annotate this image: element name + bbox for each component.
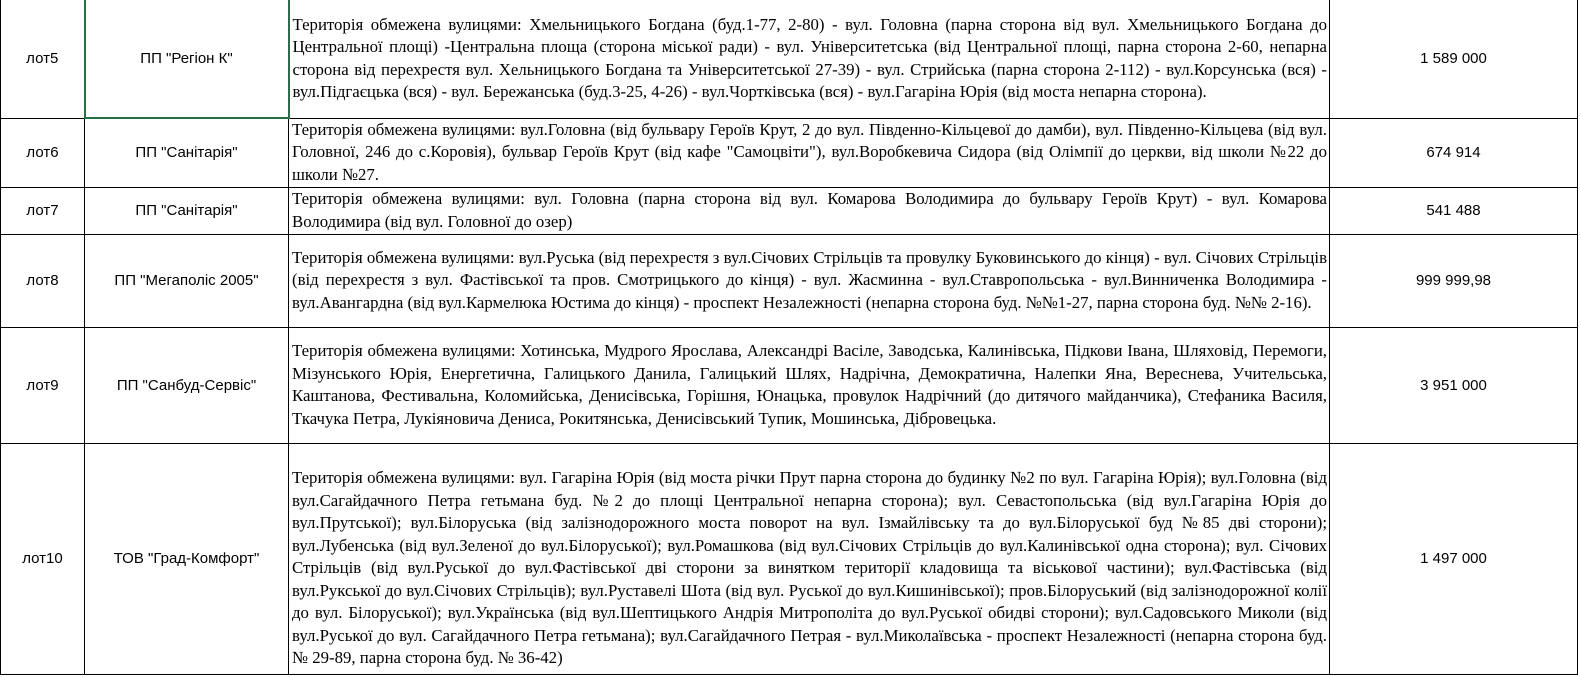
organization-cell[interactable]: ТОВ "Град-Комфорт" [85,443,289,674]
lot-cell[interactable]: лот8 [1,234,85,327]
organization-cell[interactable]: ПП "Санбуд-Сервіс" [85,327,289,443]
territory-cell[interactable]: Територія обмежена вулицями: вул. Гагаріна Юрія (від моста річки Прут парна сторона до будинку №2 по вул. Гагаріна Юрія); вул.Головна (від вул.Сагайдачного Петра гетьмана буд. №2 до площі Центральної непарна сторона); вул. Севастопольська (від вул.Гагаріна Юрія до вул.Прутської); вул.Білоруська (від залізнодорожного моста поворот на вул. Ізмайлівську та до вул.Білоруської буд №85 дві сторони); вул.Лубенська (від вул.Зеленої до вул.Білоруської); вул.Ромашкова (від вул.Січових Стрільців до вул.Калинівської одна сторона); вул. Січових Стрільців (від вул.Руської до вул.Фастівської дві сторони за винятком території кладовища та віськової частини); вул.Фастівська (від вул.Рукської до вул.Січових Стрільців); вул.Руставелі Шота (від вул. Руської до вул.Кишинівської); пров.Білоруський (від залізнодорожної колії до вул. Білоруської); вул.Українська (від вул.Шептицького Андрія Митрополіта до вул.Руської обидві сторони); вул.Садовського Миколи (від вул.Руської до вул. Сагайдачного Петра гетьмана); вул.Сагайдачного Петрая - вул.Миколаївська - проспект Незалежності (непарна сторона буд. № 29-89, парна сторона буд. № 36-42) [289,443,1330,674]
table-row [1,234,1578,327]
table-row [1,327,1578,443]
territory-cell[interactable]: Територія обмежена вулицями: вул. Головна (парна сторона від вул. Комарова Володимира до бульвару Героїв Крут) - вул. Комарова Володимира (від вул. Головної до озер) [289,187,1330,234]
amount-cell[interactable]: 541 488 [1330,187,1578,234]
territory-cell[interactable]: Територія обмежена вулицями: вул.Руська (від перехрестя з вул.Січових Стрільців та провулку Буковинського до кінця) - вул. Січових Стрільців (від перехрестя з вул. Фастівської та пров. Смотрицького до кінця) - вул. Жасминна - вул.Ставропольська - вул.Винниченка Володимира - вул.Авангардна (від вул.Кармелюка Юстима до кінця) - проспект Незалежності (непарна сторона буд. №№1-27, парна сторона буд. №№ 2-16). [289,234,1330,327]
lot-cell[interactable]: лот5 [1,0,85,118]
table-row [1,187,1578,234]
table-row [1,118,1578,187]
organization-cell[interactable]: ПП "Санітарія" [85,187,289,234]
lot-cell[interactable]: лот6 [1,118,85,187]
table-row [1,0,1578,118]
table-row [1,443,1578,674]
organization-cell[interactable]: ПП "Мегаполіс 2005" [85,234,289,327]
lot-cell[interactable]: лот7 [1,187,85,234]
amount-cell[interactable]: 3 951 000 [1330,327,1578,443]
territory-cell[interactable]: Територія обмежена вулицями: Хмельницького Богдана (буд.1-77, 2-80) - вул. Головна (парна сторона від вул. Хмельницького Богдана до Центральної площі) -Центральна площа (сторона міської ради) - вул. Університетська (від Центральної площі, парна сторона 2-60, непарна сторона від перехрестя вул. Хельницького Богдана та Університетської 27-39) - вул. Стрийська (парна сторона 2-112) - вул.Корсунська (вся) - вул.Підгаєцька (вся) - вул. Бережанська (буд.3-25, 4-26) - вул.Чортківська (вся) - вул.Гагаріна Юрія (від моста непарна сторона). [289,0,1330,118]
amount-cell[interactable]: 1 589 000 [1330,0,1578,118]
territory-cell[interactable]: Територія обмежена вулицями: Хотинська, Мудрого Ярослава, Александрі Васіле, Заводська, Калинівська, Підкови Івана, Шляховід, Перемоги, Мізунського Юрія, Енергетична, Галицького Данила, Галицький Шлях, Надрічна, Демократична, Налепки Яна, Вереснева, Учительська, Каштанова, Фестивальна, Коломийська, Денисівська, Горішня, Юнацька, провулок Надрічний (до дитячого майданчика), Стефаника Василя, Ткачука Петра, Лукіяновича Дениса, Рокитянська, Денисівський Тупик, Мошинська, Дібровецька. [289,327,1330,443]
amount-cell[interactable]: 999 999,98 [1330,234,1578,327]
organization-cell[interactable]: ПП "Регіон К" [85,0,289,118]
territory-cell[interactable]: Територія обмежена вулицями: вул.Головна (від бульвару Героїв Крут, 2 до вул. Південно-Кільцевої до дамби), вул. Південно-Кільцева (від вул. Головної, 246 до с.Коровія), бульвар Героїв Крут (від кафе "Самоцвіти"), вул.Воробкевича Сидора (від Олімпії до церкви, від школи №22 до школи №27. [289,118,1330,187]
lot-cell[interactable]: лот10 [1,443,85,674]
lot-cell[interactable]: лот9 [1,327,85,443]
amount-cell[interactable]: 1 497 000 [1330,443,1578,674]
amount-cell[interactable]: 674 914 [1330,118,1578,187]
organization-cell[interactable]: ПП "Санітарія" [85,118,289,187]
